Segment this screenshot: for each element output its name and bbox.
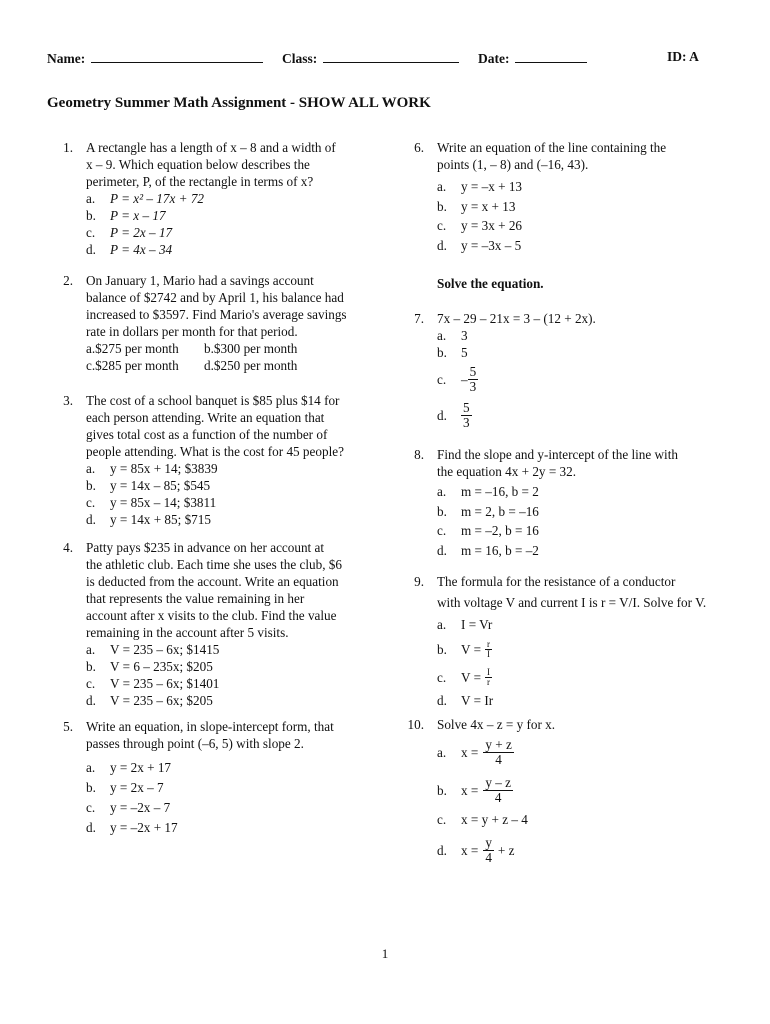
question-6: [398, 139, 728, 255]
stem-line: 7x – 29 – 21x = 3 – (12 + 2x).: [437, 311, 596, 326]
answer-option-b[interactable]: b. x = $\frac{y - z}{4}$: [437, 774, 511, 805]
answer-option-a[interactable]: a. m = –16, b = 2: [437, 484, 539, 499]
stem-line: the athletic club. Each time she uses the club, $6: [86, 557, 342, 572]
name-label: Name:: [47, 51, 86, 66]
question-number: 3.: [63, 393, 73, 408]
question-9: [398, 573, 738, 711]
answer-option-b[interactable]: b.$300 per month: [204, 341, 298, 356]
answer-option-b[interactable]: b. m = 2, b = –16: [437, 503, 539, 519]
question-stem: [86, 139, 392, 190]
answer-option-a[interactable]: a. I = Vr: [437, 617, 493, 632]
answer-option-b[interactable]: b. V = $\frac{r}{I}$: [437, 638, 491, 659]
stem-line: rate in dollars per month for that period.: [86, 324, 298, 339]
stem-line: perimeter, P, of the rectangle in terms of x?: [86, 174, 314, 189]
stem-line: with voltage V and current I is r = V/I. Solve for V.: [437, 595, 707, 610]
question-number: 8.: [414, 447, 424, 462]
stem-line: Patty pays $235 in advance on her account at: [86, 540, 325, 555]
date-field[interactable]: [478, 49, 587, 67]
stem-line: Write an equation, in slope-intercept form, that: [86, 719, 334, 734]
question-number: 6.: [414, 140, 424, 155]
stem-line: people attending. What is the cost for 45 people?: [86, 444, 344, 459]
answer-option-c[interactable]: c. m = –2, b = 16: [437, 523, 539, 538]
answer-option-d[interactable]: d. y = 14x + 85; $715: [86, 512, 211, 527]
answer-options-row: [86, 340, 392, 357]
answer-option-b[interactable]: b. 5: [437, 345, 468, 360]
answer-option-d[interactable]: d. m = 16, b = –2: [437, 542, 539, 558]
fraction: $\frac{5}{3}$: [463, 399, 470, 430]
stem-line: gives total cost as a function of the number of: [86, 427, 328, 442]
stem-line: The cost of a school banquet is $85 plus $14 for: [86, 393, 340, 408]
stem-line: remaining in the account after 5 visits.: [86, 625, 289, 640]
question-8: [398, 446, 728, 560]
answer-option-c[interactable]: c. y = 3x + 26: [437, 218, 523, 233]
fraction: $\frac{I}{r}$: [487, 666, 491, 687]
stem-line: passes through point (–6, 5) with slope 2.: [86, 736, 304, 751]
id-label: ID: A: [667, 49, 699, 64]
answer-option-c[interactable]: c. y = 85x – 14; $3811: [86, 495, 217, 510]
stem-line: On January 1, Mario had a savings account: [86, 273, 314, 288]
answer-option-d[interactable]: d. $\frac{5}{3}$: [437, 399, 470, 430]
answer-option-b[interactable]: b. y = 2x – 7: [86, 780, 164, 795]
stem-line: x – 9. Which equation below describes the: [86, 157, 310, 172]
stem-line: A rectangle has a length of x – 8 and a width of: [86, 140, 336, 155]
answer-option-a[interactable]: a. 3: [437, 328, 468, 343]
question-3: [47, 392, 392, 528]
page-number: 1: [381, 946, 389, 961]
answer-option-d[interactable]: d. P = 4x – 34: [86, 242, 173, 257]
answer-option-d[interactable]: d.$250 per month: [204, 358, 298, 373]
answer-option-c[interactable]: c. x = y + z – 4: [437, 812, 528, 827]
question-stem: [437, 573, 738, 611]
fraction: $\frac{y}{4}$: [485, 834, 492, 865]
answer-option-c[interactable]: c. P = 2x – 17: [86, 225, 173, 240]
class-label: Class:: [282, 51, 318, 66]
question-number: 1.: [63, 140, 73, 155]
class-field[interactable]: [282, 49, 459, 67]
stem-line: Write an equation of the line containing the: [437, 140, 667, 155]
stem-line: The formula for the resistance of a conductor: [437, 574, 676, 589]
question-stem: [86, 392, 392, 460]
fraction: $\frac{y + z}{4}$: [485, 736, 512, 767]
name-field[interactable]: [47, 49, 263, 67]
stem-line: points (1, – 8) and (–16, 43).: [437, 157, 589, 172]
answer-option-d[interactable]: d. y = –3x – 5: [437, 237, 522, 253]
answer-option-c[interactable]: c. y = –2x – 7: [86, 800, 171, 815]
answer-option-b[interactable]: b. y = x + 13: [437, 198, 516, 214]
answer-option-d[interactable]: d. V = Ir: [437, 693, 494, 708]
answer-option-a[interactable]: a.$275 per month: [86, 341, 179, 356]
answer-option-a[interactable]: a. P = x² – 17x + 72: [86, 191, 205, 206]
question-stem: [86, 272, 392, 340]
answer-options-row: [86, 357, 392, 374]
question-number: 10.: [407, 717, 424, 732]
question-stem: [437, 139, 728, 173]
fraction-prefix: –: [461, 371, 468, 387]
fraction: $\frac{r}{I}$: [487, 638, 491, 659]
class-blank-line[interactable]: [323, 49, 459, 63]
answer-option-a[interactable]: a. y = –x + 13: [437, 179, 523, 194]
answer-option-c[interactable]: c.$285 per month: [86, 358, 179, 373]
question-stem: [437, 310, 728, 327]
stem-line: account after x visits to the club. Find the value: [86, 608, 337, 623]
answer-option-d[interactable]: d. V = 235 – 6x; $205: [86, 693, 213, 708]
question-5: [47, 718, 392, 838]
date-label: Date:: [478, 51, 510, 66]
stem-line: the equation 4x + 2y = 32.: [437, 464, 577, 479]
answer-option-b[interactable]: b. V = 6 – 235x; $205: [86, 659, 213, 674]
question-1: [47, 139, 392, 258]
fraction: $\frac{5}{3}$: [469, 363, 477, 394]
section-heading: Solve the equation.: [437, 276, 544, 291]
stem-line: each person attending. Write an equation that: [86, 410, 325, 425]
answer-option-d[interactable]: d. y = –2x + 17: [86, 820, 178, 835]
page-title: Geometry Summer Math Assignment - SHOW ALL WORK: [47, 95, 431, 111]
answer-option-c[interactable]: c. V = 235 – 6x; $1401: [86, 676, 220, 691]
stem-line: increased to $3597. Find Mario's average savings: [86, 307, 347, 322]
stem-line: balance of $2742 and by April 1, his balance had: [86, 290, 344, 305]
answer-option-c[interactable]: c. – $\frac{5}{3}$: [437, 363, 477, 394]
stem-line: Solve 4x – z = y for x.: [437, 717, 556, 732]
question-stem: [86, 539, 392, 641]
stem-line: is deducted from the account. Write an equation: [86, 574, 339, 589]
stem-line: Find the slope and y-intercept of the line with: [437, 447, 678, 462]
question-number: 2.: [63, 273, 73, 288]
question-number: 9.: [414, 574, 424, 589]
answer-option-d[interactable]: d. x = $\frac{y}{4}$ + z: [437, 834, 515, 865]
question-stem: [437, 716, 728, 733]
question-number: 4.: [63, 540, 73, 555]
stem-line: that represents the value remaining in her: [86, 591, 305, 606]
question-2: [47, 272, 392, 374]
question-stem: [437, 446, 728, 480]
fraction: $\frac{y - z}{4}$: [485, 774, 511, 805]
answer-option-b[interactable]: b. y = 14x – 85; $545: [86, 478, 211, 493]
question-number: 5.: [63, 719, 73, 734]
question-number: 7.: [414, 311, 424, 326]
answer-option-a[interactable]: a. x = $\frac{y + z}{4}$: [437, 736, 512, 767]
question-10: [398, 716, 728, 869]
answer-option-b[interactable]: b. P = x – 17: [86, 208, 166, 223]
answer-option-a[interactable]: a. y = 85x + 14; $3839: [86, 461, 218, 476]
name-blank-line[interactable]: [91, 49, 263, 63]
question-stem: [86, 718, 392, 752]
question-7: [398, 310, 728, 433]
answer-option-a[interactable]: a. y = 2x + 17: [86, 760, 172, 775]
question-4: [47, 539, 392, 709]
answer-option-a[interactable]: a. V = 235 – 6x; $1415: [86, 642, 220, 657]
answer-option-c[interactable]: c. V = $\frac{I}{r}$: [437, 666, 491, 687]
date-blank-line[interactable]: [515, 49, 587, 63]
